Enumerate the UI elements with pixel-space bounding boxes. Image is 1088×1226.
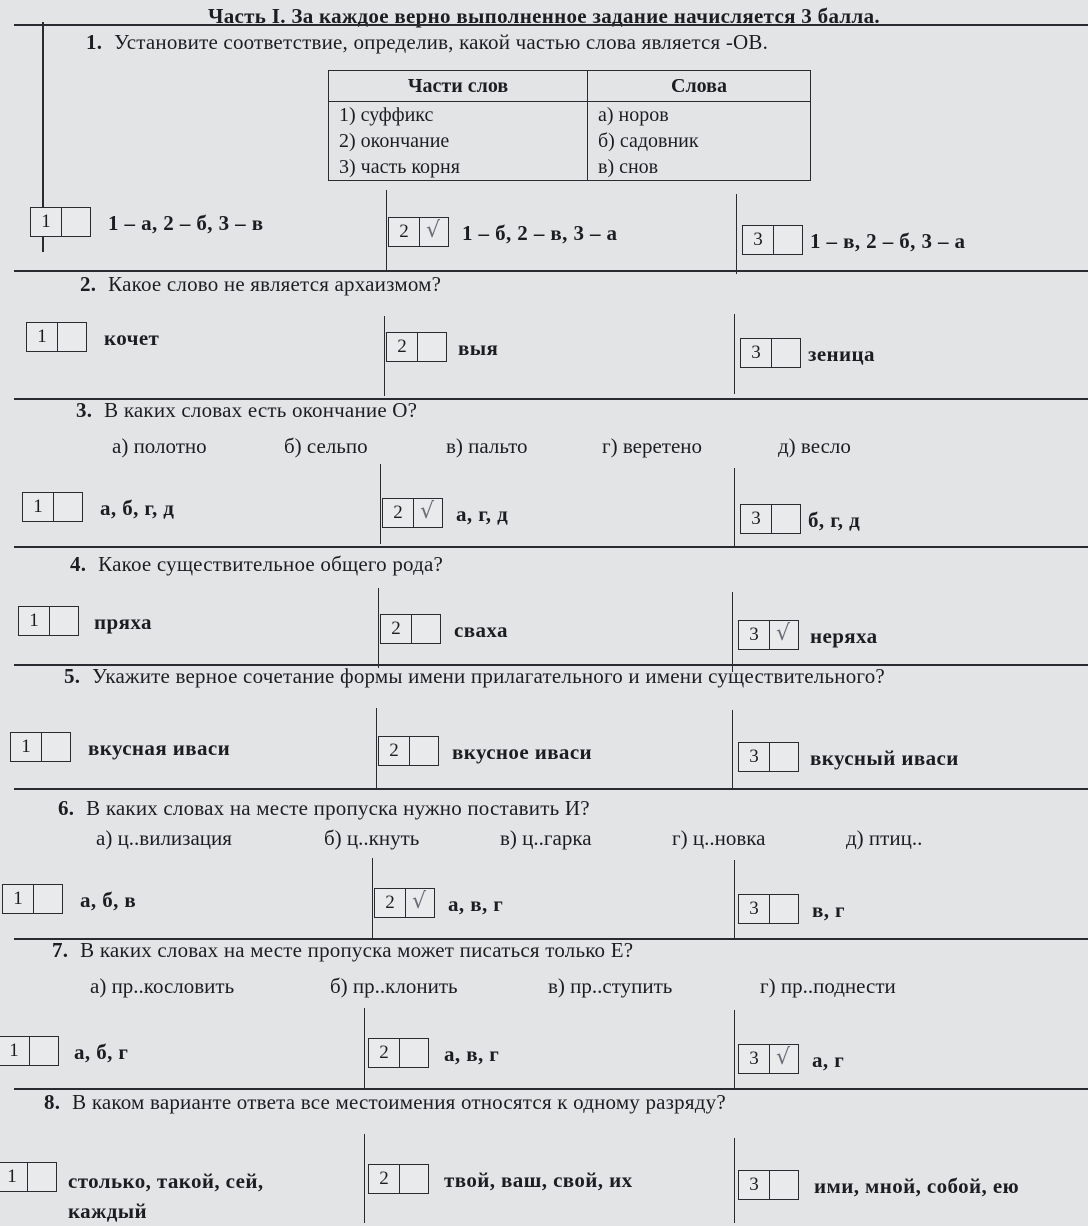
answer-option-3[interactable]: [734, 314, 1088, 394]
option-item: в) ц..гарка: [500, 826, 592, 850]
option-item: а) пр..кословить: [90, 974, 235, 998]
answer-box[interactable]: 1: [18, 606, 79, 636]
answer-box[interactable]: 3: [740, 504, 801, 534]
answer-option-2[interactable]: [380, 464, 734, 544]
answer-box[interactable]: 1: [0, 1036, 59, 1066]
answer-box[interactable]: 1: [30, 207, 91, 237]
question-text: Какое существительное общего рода?: [98, 552, 444, 576]
question-number: 2.: [80, 272, 97, 296]
answer-option-1[interactable]: [9, 1006, 364, 1086]
question-number: 4.: [70, 552, 87, 576]
answer-box[interactable]: 2: [368, 1164, 429, 1194]
answer-option-2[interactable]: [364, 1134, 734, 1223]
answer-box[interactable]: 2 √: [374, 888, 435, 918]
option-item: в) пальто: [446, 434, 528, 458]
answer-box[interactable]: 3: [738, 1170, 799, 1200]
part-item: 2) окончание: [339, 130, 450, 152]
answer-text: вкусный иваси: [810, 746, 959, 770]
check-mark-icon: √: [776, 621, 791, 646]
answer-box[interactable]: 2 √: [388, 217, 449, 247]
question-number: 5.: [64, 664, 81, 688]
check-mark-icon: √: [412, 889, 427, 914]
answer-option-2[interactable]: [384, 316, 734, 396]
question-number: 8.: [44, 1090, 61, 1114]
answer-text: б, г, д: [808, 508, 861, 532]
answer-box[interactable]: 1: [26, 322, 87, 352]
answer-text: твой, ваш, свой, их: [444, 1168, 633, 1192]
question: [86, 30, 768, 55]
answer-option-1[interactable]: [7, 1130, 364, 1223]
task-5: [14, 664, 1088, 788]
question-number: 1.: [86, 30, 103, 54]
answer-box[interactable]: 3: [738, 742, 799, 772]
word-options: [90, 974, 1040, 1002]
answer-text: а, б, г: [74, 1040, 129, 1064]
answer-box[interactable]: 1: [0, 1162, 57, 1192]
answer-text: 1 – в, 2 – б, 3 – а: [810, 229, 966, 253]
page-header: Часть I. За каждое верно выполненное задание начисляется 3 балла.: [208, 4, 880, 28]
question-number: 7.: [52, 938, 69, 962]
question-number: 6.: [58, 796, 75, 820]
option-item: в) пр..ступить: [548, 974, 673, 998]
option-item: б) сельпо: [284, 434, 368, 458]
answer-box[interactable]: 2 √: [382, 498, 443, 528]
answer-text: зеница: [808, 342, 875, 366]
answer-box[interactable]: 1: [22, 492, 83, 522]
word-item: б) садовник: [598, 130, 699, 152]
answer-text: сваха: [454, 618, 508, 642]
option-item: д) весло: [778, 434, 851, 458]
task-2: [14, 270, 1088, 398]
test-sheet: [7, 22, 1088, 1223]
matching-table: [328, 70, 811, 181]
answer-box[interactable]: 1: [10, 732, 71, 762]
answer-text: а, г, д: [456, 502, 509, 526]
answer-option-1[interactable]: [24, 312, 384, 392]
check-mark-icon: √: [426, 218, 441, 243]
answer-option-2[interactable]: [372, 858, 734, 938]
option-item: а) полотно: [112, 434, 207, 458]
answer-option-3[interactable]: [734, 1138, 1088, 1223]
question-text: В каком варианте ответа все местоимения относятся к одному разряду?: [72, 1090, 726, 1114]
answer-box[interactable]: 3: [742, 225, 803, 255]
option-item: г) веретено: [602, 434, 703, 458]
option-item: а) ц..вилизация: [96, 826, 232, 850]
answer-box[interactable]: 2: [380, 614, 441, 644]
word-item: в) снов: [598, 156, 659, 178]
question: [44, 1090, 726, 1115]
question-text: В каких словах на месте пропуска может писаться только Е?: [80, 938, 634, 962]
answer-text: вкусная иваси: [88, 736, 231, 760]
question-text: Укажите верное сочетание формы имени прилагательного и имени существительного?: [92, 664, 885, 688]
answer-option-3[interactable]: [734, 860, 1088, 940]
option-item: б) ц..кнуть: [324, 826, 420, 850]
answer-text: а, в, г: [448, 892, 504, 916]
answer-box[interactable]: 3 √: [738, 620, 799, 650]
answer-option-3[interactable]: [734, 468, 1088, 548]
answer-text: кочет: [104, 326, 160, 350]
answer-text: 1 – а, 2 – б, 3 – в: [108, 211, 264, 235]
answer-text: выя: [458, 336, 499, 360]
part-item: 1) суффикс: [339, 104, 434, 126]
check-mark-icon: √: [776, 1045, 791, 1070]
task-1: [14, 22, 1088, 270]
answer-option-2[interactable]: [386, 190, 736, 270]
answer-text: ими, мной, собой, ею: [814, 1174, 1020, 1198]
task-4: [14, 546, 1088, 664]
answer-text: в, г: [812, 898, 845, 922]
question: [58, 796, 590, 821]
answer-option-3[interactable]: [736, 194, 1088, 274]
answer-text: а, г: [812, 1048, 845, 1072]
word-item: а) норов: [598, 104, 669, 126]
answer-box[interactable]: 3: [740, 338, 801, 368]
answer-option-3[interactable]: [734, 1010, 1088, 1090]
answer-text: а, б, в: [80, 888, 137, 912]
answer-option-1[interactable]: [14, 856, 372, 936]
question-text: В каких словах на месте пропуска нужно поставить И?: [86, 796, 590, 820]
task-3: [14, 398, 1088, 546]
question-text: Установите соответствие, определив, какой частью слова является -ОВ.: [114, 30, 769, 54]
answer-box[interactable]: 3 √: [738, 1044, 799, 1074]
option-item: г) ц..новка: [672, 826, 766, 850]
answer-text: столько, такой, сей, каждый: [68, 1169, 264, 1223]
answer-option-3[interactable]: [732, 592, 1088, 672]
answer-box[interactable]: 3: [738, 894, 799, 924]
question: [52, 938, 633, 963]
task-7: [9, 938, 1088, 1088]
answer-text: пряха: [94, 610, 152, 634]
part-item: 3) часть корня: [339, 156, 460, 178]
answer-option-2[interactable]: [364, 1008, 734, 1088]
table-header: Слова: [588, 71, 811, 102]
task-6: [14, 788, 1088, 938]
answer-box[interactable]: 1: [2, 884, 63, 914]
question-text: Какое слово не является архаизмом?: [108, 272, 442, 296]
answer-option-1[interactable]: [14, 704, 376, 784]
answer-text: а, в, г: [444, 1042, 500, 1066]
question: [64, 664, 885, 689]
table-cell: [588, 102, 811, 181]
answer-box[interactable]: 2: [386, 332, 447, 362]
word-options: [112, 434, 1012, 462]
answer-option-2[interactable]: [378, 588, 732, 668]
answer-text: неряха: [810, 624, 878, 648]
word-options: [96, 826, 1046, 854]
answer-option-1[interactable]: [16, 586, 378, 666]
option-item: д) птиц..: [846, 826, 923, 850]
answer-text: а, б, г, д: [100, 496, 175, 520]
question-number: 3.: [76, 398, 93, 422]
option-item: б) пр..клонить: [330, 974, 458, 998]
question: [76, 398, 417, 423]
answer-box[interactable]: 2: [378, 736, 439, 766]
answer-option-2[interactable]: [376, 708, 732, 788]
answer-text: вкусное иваси: [452, 740, 593, 764]
answer-option-3[interactable]: [732, 710, 1088, 790]
answer-box[interactable]: 2: [368, 1038, 429, 1068]
table-cell: [329, 102, 588, 181]
task-8: [7, 1088, 1088, 1223]
check-mark-icon: √: [420, 499, 435, 524]
table-header: Части слов: [329, 71, 588, 102]
answer-text: 1 – б, 2 – в, 3 – а: [462, 221, 618, 245]
answer-option-1[interactable]: [20, 464, 380, 544]
option-item: г) пр..поднести: [760, 974, 896, 998]
question: [70, 552, 443, 577]
question: [80, 272, 441, 297]
question-text: В каких словах есть окончание О?: [104, 398, 418, 422]
answer-option-1[interactable]: [28, 190, 378, 270]
